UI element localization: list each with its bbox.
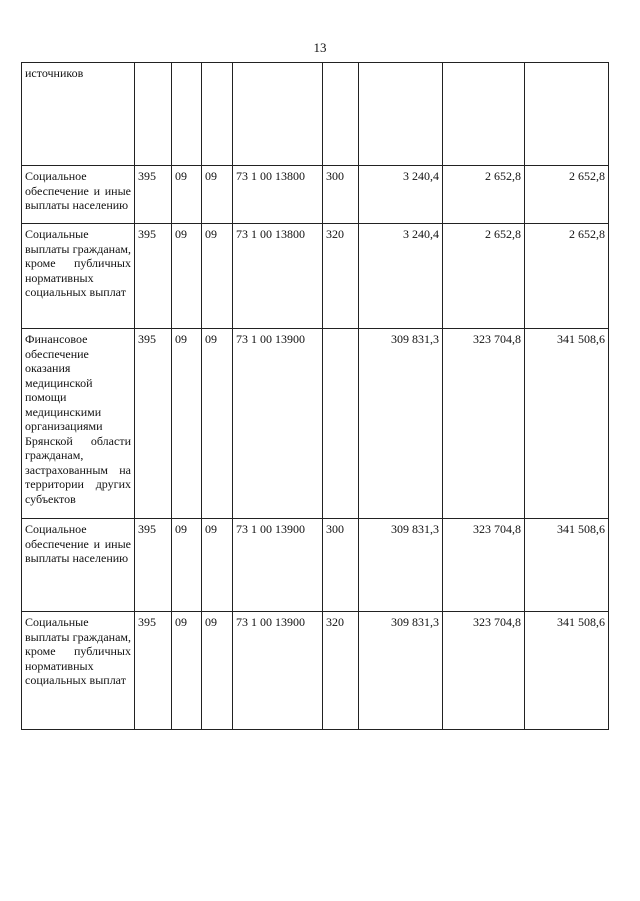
target-article-cell: 73 1 00 13800 — [233, 166, 323, 224]
section-code-cell: 09 — [172, 612, 202, 730]
table-row — [22, 329, 609, 519]
amount-year1-cell: 3 240,4 — [359, 224, 443, 329]
ministry-code-cell: 395 — [135, 224, 172, 329]
target-article-cell — [233, 63, 323, 166]
expense-type-cell — [323, 329, 359, 519]
ministry-code-cell — [135, 63, 172, 166]
ministry-code-cell: 395 — [135, 612, 172, 730]
target-article-cell: 73 1 00 13900 — [233, 329, 323, 519]
table-row — [22, 612, 609, 730]
amount-year2-cell: 2 652,8 — [443, 166, 525, 224]
expense-type-cell: 300 — [323, 519, 359, 612]
item-name-cell: Социальные выплаты гражданам, кроме публичных нормативных социальных выплат — [22, 612, 135, 730]
item-name-cell: Финансовое обеспечение оказания медицинской помощи медицинскими организациями Брянской области гражданам, застрахованным на территории других субъектов — [22, 329, 135, 519]
amount-year3-cell: 341 508,6 — [525, 519, 609, 612]
section-code-cell: 09 — [172, 166, 202, 224]
section-code-cell — [172, 63, 202, 166]
table-row — [22, 166, 609, 224]
budget-table — [21, 62, 609, 730]
item-name-cell: источников — [22, 63, 135, 166]
section-code-cell: 09 — [172, 519, 202, 612]
amount-year1-cell — [359, 63, 443, 166]
page-number: 13 — [313, 40, 327, 55]
subsection-code-cell: 09 — [202, 224, 233, 329]
subsection-code-cell: 09 — [202, 329, 233, 519]
section-code-cell: 09 — [172, 224, 202, 329]
subsection-code-cell: 09 — [202, 166, 233, 224]
table-row — [22, 63, 609, 166]
subsection-code-cell — [202, 63, 233, 166]
item-name-cell: Социальное обеспечение и иные выплаты населению — [22, 519, 135, 612]
ministry-code-cell: 395 — [135, 519, 172, 612]
amount-year1-cell: 309 831,3 — [359, 612, 443, 730]
amount-year3-cell: 341 508,6 — [525, 329, 609, 519]
expense-type-cell — [323, 63, 359, 166]
table-row — [22, 519, 609, 612]
ministry-code-cell: 395 — [135, 329, 172, 519]
amount-year1-cell: 3 240,4 — [359, 166, 443, 224]
item-name-cell: Социальное обеспечение и иные выплаты населению — [22, 166, 135, 224]
amount-year2-cell: 323 704,8 — [443, 329, 525, 519]
amount-year3-cell: 2 652,8 — [525, 224, 609, 329]
section-code-cell: 09 — [172, 329, 202, 519]
expense-type-cell: 320 — [323, 612, 359, 730]
amount-year2-cell: 323 704,8 — [443, 612, 525, 730]
subsection-code-cell: 09 — [202, 612, 233, 730]
amount-year3-cell: 341 508,6 — [525, 612, 609, 730]
expense-type-cell: 300 — [323, 166, 359, 224]
amount-year2-cell: 2 652,8 — [443, 224, 525, 329]
amount-year2-cell — [443, 63, 525, 166]
target-article-cell: 73 1 00 13800 — [233, 224, 323, 329]
amount-year1-cell: 309 831,3 — [359, 519, 443, 612]
target-article-cell: 73 1 00 13900 — [233, 612, 323, 730]
table-row — [22, 224, 609, 329]
amount-year1-cell: 309 831,3 — [359, 329, 443, 519]
amount-year3-cell — [525, 63, 609, 166]
ministry-code-cell: 395 — [135, 166, 172, 224]
target-article-cell: 73 1 00 13900 — [233, 519, 323, 612]
amount-year2-cell: 323 704,8 — [443, 519, 525, 612]
subsection-code-cell: 09 — [202, 519, 233, 612]
expense-type-cell: 320 — [323, 224, 359, 329]
amount-year3-cell: 2 652,8 — [525, 166, 609, 224]
item-name-cell: Социальные выплаты гражданам, кроме публичных нормативных социальных выплат — [22, 224, 135, 329]
